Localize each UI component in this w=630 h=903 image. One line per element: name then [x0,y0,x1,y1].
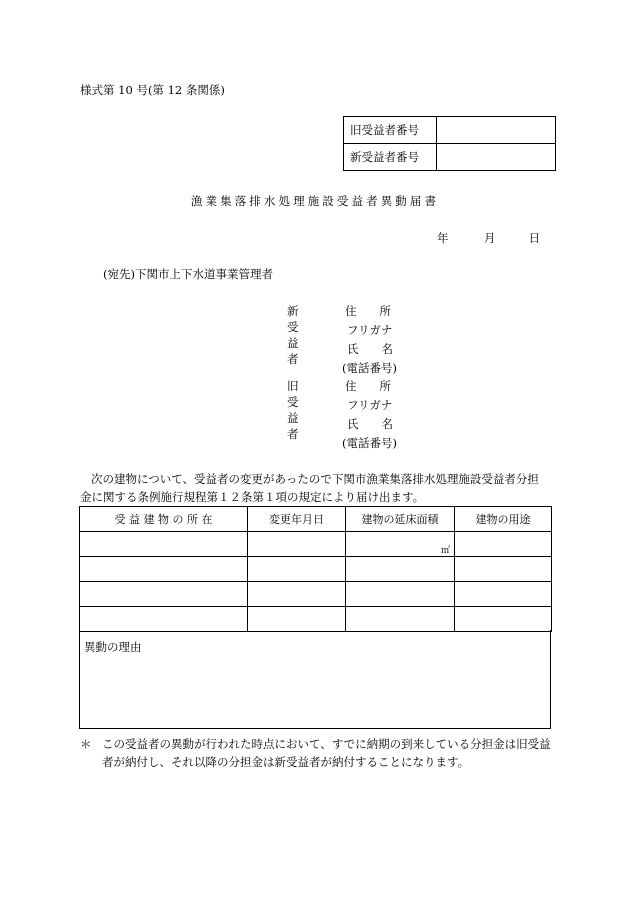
usage-cell[interactable] [455,532,552,557]
beneficiary-number-box [343,116,556,171]
usage-cell[interactable] [455,557,552,582]
date-year: 年 [437,231,449,245]
location-cell[interactable] [80,582,248,607]
addressee: (宛先)下関市上下水道事業管理者 [103,267,273,281]
buildings-table [79,506,552,632]
table-row [80,557,552,582]
floor-area-cell[interactable] [346,557,455,582]
reason-box[interactable] [79,630,551,729]
usage-cell[interactable] [455,607,552,632]
date-month: 月 [483,231,496,245]
reason-label: 異動の理由 [84,640,142,654]
document-title: 漁業集落排水処理施設受益者異動届書 [190,194,440,208]
change-date-cell[interactable] [248,582,346,607]
location-cell[interactable] [80,607,248,632]
footnote-text: この受益者の異動が行われた時点において、すでに納期の到来している分担金は旧受益者が納付し、それ以降の分担金は新受益者が納付することになります。 [102,737,551,769]
date-line [437,230,540,246]
floor-area-cell[interactable] [346,582,455,607]
change-date-cell[interactable] [248,532,346,557]
old-beneficiary-role: 旧受益者 [287,379,299,441]
header-location: 受 益 建 物 の 所 在 [80,507,248,532]
body-text: 次の建物について、受益者の変更があったので下関市漁業集落排水処理施設受益者分担金に関する条例施行規程第１２条第１項の規定により届け出ます。 [80,472,539,504]
table-row [80,607,552,632]
new-beneficiary-number-label: 新受益者番号 [344,144,437,171]
usage-cell[interactable] [455,582,552,607]
date-day: 日 [528,231,541,245]
header-change-date: 変更年月日 [248,507,346,532]
form-number: 様式第 10 号(第 12 条関係) [80,83,225,97]
table-row [80,532,552,557]
new-beneficiary-address-label: 住 所 [345,304,391,318]
old-beneficiary-number-field[interactable] [437,117,556,144]
old-beneficiary-phone-label: (電話番号) [342,436,397,450]
table-header-row [80,507,552,532]
new-beneficiary-furigana-label: フリガナ [347,323,393,337]
old-beneficiary-furigana-label: フリガナ [347,398,393,412]
location-cell[interactable] [80,532,248,557]
old-beneficiary-address-label: 住 所 [345,379,391,393]
location-cell[interactable] [80,557,248,582]
header-usage: 建物の用途 [455,507,552,532]
footnote-mark: ＊ [80,737,92,751]
area-unit: ㎡ [440,546,450,556]
new-beneficiary-role: 新受益者 [287,304,299,366]
new-beneficiary-number-field[interactable] [437,144,556,171]
header-floor-area: 建物の延床面積 [346,507,455,532]
new-beneficiary-name-label: 氏 名 [347,342,393,356]
new-beneficiary-phone-label: (電話番号) [342,361,397,375]
old-beneficiary-number-label: 旧受益者番号 [344,117,437,144]
table-row [80,582,552,607]
floor-area-cell[interactable] [346,532,455,557]
change-date-cell[interactable] [248,557,346,582]
change-date-cell[interactable] [248,607,346,632]
floor-area-cell[interactable] [346,607,455,632]
old-beneficiary-name-label: 氏 名 [347,417,393,431]
